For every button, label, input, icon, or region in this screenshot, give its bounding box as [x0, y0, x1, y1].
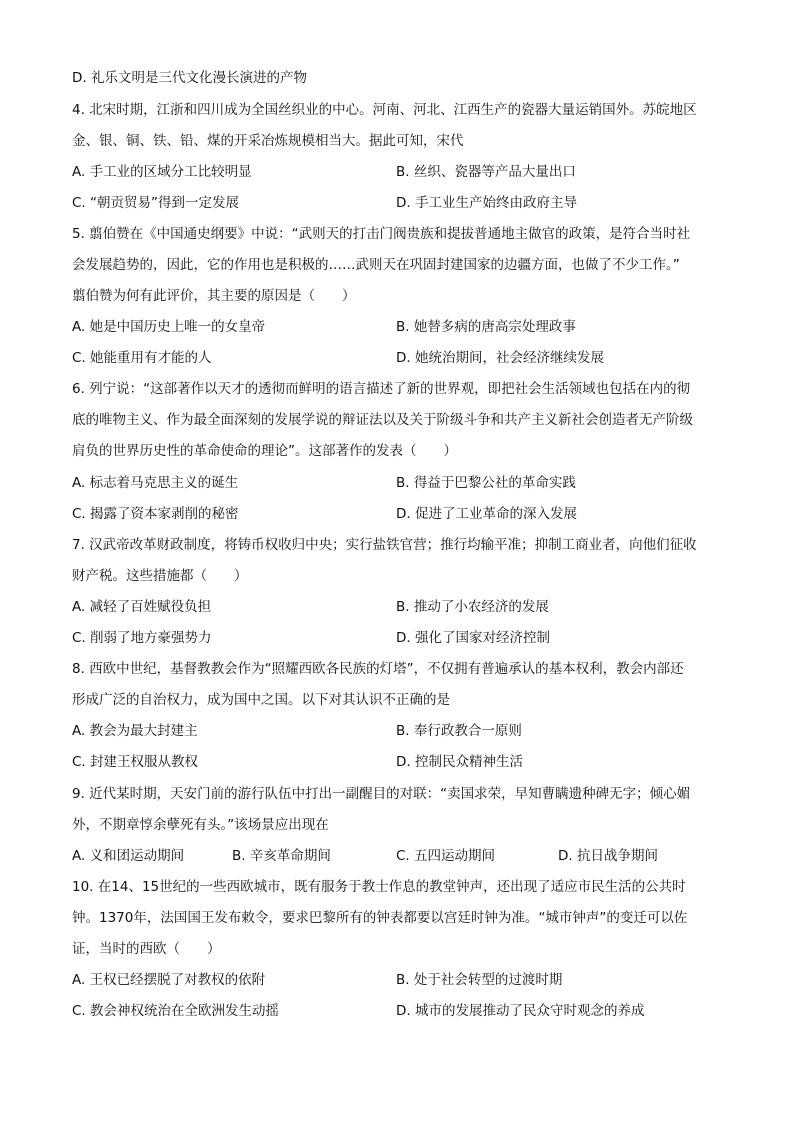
q10-stem-line-2: 钟。1370年，法国国王发布敕令，要求巴黎所有的钟表都要以宫廷时钟为准。“城市钟声”的变迁可以佐: [72, 910, 688, 926]
q6-stem-line-3: 肩负的世界历史性的革命使命的理论”。这部著作的发表（ ）: [72, 443, 457, 459]
q9-option-b: B. 辛亥革命期间: [232, 848, 331, 864]
q9-stem-line-1: 9. 近代某时期，天安门前的游行队伍中打出一副醒目的对联：“卖国求荣，早知曹瞒遗种碑无字；倾心媚: [72, 786, 691, 802]
q6-option-b: B. 得益于巴黎公社的革命实践: [396, 475, 576, 491]
q9-option-d: D. 抗日战争期间: [558, 848, 658, 864]
q5-option-a: A. 她是中国历史上唯一的女皇帝: [72, 319, 266, 335]
q8-option-b: B. 奉行政教合一原则: [396, 723, 522, 739]
q10-option-c: C. 教会神权统治在全欧洲发生动摇: [72, 1003, 280, 1019]
q4-option-b: B. 丝织、瓷器等产品大量出口: [396, 164, 576, 180]
q4-stem-line-1: 4. 北宋时期，江浙和四川成为全国丝织业的中心。河南、河北、江西生产的瓷器大量运销国外。苏皖地区: [72, 102, 697, 118]
q5-option-b: B. 她替多病的唐高宗处理政事: [396, 319, 576, 335]
q9-option-a: A. 义和团运动期间: [72, 848, 185, 864]
q10-stem-line-1: 10. 在14、15世纪的一些西欧城市，既有服务于教士作息的教堂钟声，还出现了适应市民生活的公共时: [72, 879, 686, 895]
q7-option-d: D. 强化了国家对经济控制: [396, 630, 550, 646]
q7-option-a: A. 减轻了百姓赋役负担: [72, 599, 212, 615]
q10-option-b: B. 处于社会转型的过渡时期: [396, 972, 563, 988]
q4-option-a: A. 手工业的区域分工比较明显: [72, 164, 252, 180]
q6-option-a: A. 标志着马克思主义的诞生: [72, 475, 239, 491]
q4-stem-line-2: 金、银、铜、铁、铅、煤的开采冶炼规模相当大。据此可知，宋代: [72, 133, 464, 149]
q10-option-a: A. 王权已经摆脱了对教权的依附: [72, 972, 266, 988]
q5-stem-line-2: 会发展趋势的，因此，它的作用也是积极的……武则天在巩固封建国家的边疆方面，也做了不少工作。”: [72, 257, 680, 273]
q7-stem-line-2: 财产税。这些措施都（ ）: [72, 568, 248, 584]
q8-stem-line-1: 8. 西欧中世纪，基督教教会作为“照耀西欧各民族的灯塔”，不仅拥有普遍承认的基本权利，教会内部还: [72, 661, 684, 677]
q8-option-d: D. 控制民众精神生活: [396, 754, 523, 770]
q7-stem-line-1: 7. 汉武帝改革财政制度，将铸币权收归中央；实行盐铁官营；推行均输平准；抑制工商业者，向他们征收: [72, 537, 697, 553]
q5-option-c: C. 她能重用有才能的人: [72, 350, 212, 366]
q4-option-d: D. 手工业生产始终由政府主导: [396, 195, 577, 211]
q10-stem-line-3: 证，当时的西欧（ ）: [72, 941, 221, 957]
q10-option-d: D. 城市的发展推动了民众守时观念的养成: [396, 1003, 645, 1019]
q6-stem-line-1: 6. 列宁说：“这部著作以天才的透彻而鲜明的语言描述了新的世界观，即把社会生活领域也包括在内的彻: [72, 381, 691, 397]
q6-stem-line-2: 底的唯物主义、作为最全面深刻的发展学说的辩证法以及关于阶级斗争和共产主义新社会创造者无产阶级: [72, 412, 693, 428]
q4-option-c: C. “朝贡贸易”得到一定发展: [72, 195, 239, 211]
q6-option-d: D. 促进了工业革命的深入发展: [396, 506, 577, 522]
q6-option-c: C. 揭露了资本家剥削的秘密: [72, 506, 239, 522]
q7-option-b: B. 推动了小农经济的发展: [396, 599, 549, 615]
q8-option-a: A. 教会为最大封建主: [72, 723, 198, 739]
prev-option-d: D. 礼乐文明是三代文化漫长演进的产物: [72, 70, 307, 86]
q5-stem-line-1: 5. 翦伯赞在《中国通史纲要》中说：“武则天的打击门阀贵族和提拔普通地主做官的政策，是符合当时社: [72, 226, 691, 242]
q9-option-c: C. 五四运动期间: [396, 848, 496, 864]
q8-option-c: C. 封建王权服从教权: [72, 754, 199, 770]
q5-stem-line-3: 翦伯赞为何有此评价，其主要的原因是（ ）: [72, 288, 356, 304]
q9-stem-line-2: 外，不期章惇余孽死有头。”该场景应出现在: [72, 817, 329, 833]
q8-stem-line-2: 形成广泛的自治权力，成为国中之国。以下对其认识不正确的是: [72, 692, 450, 708]
q5-option-d: D. 她统治期间，社会经济继续发展: [396, 350, 604, 366]
q7-option-c: C. 削弱了地方豪强势力: [72, 630, 212, 646]
